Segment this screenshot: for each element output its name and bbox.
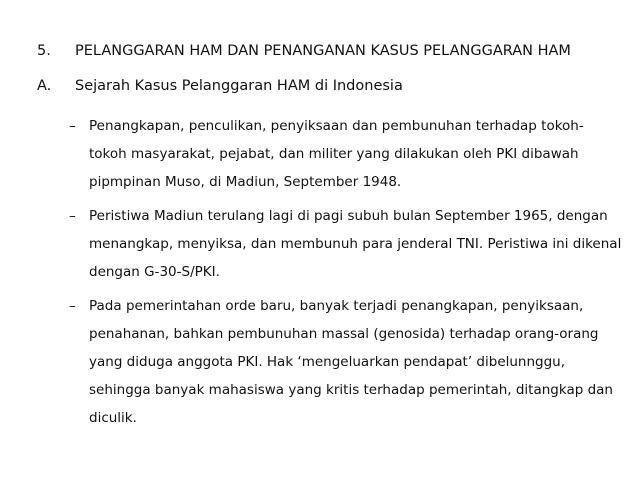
- subsection-title: Sejarah Kasus Pelanggaran HAM di Indonesia: [75, 78, 403, 94]
- subsection-letter: A.: [37, 78, 52, 94]
- bullet-text: Peristiwa Madiun terulang lagi di pagi subuh bulan September 1965, dengan menangkap, menyiksa, dan membunuh para jenderal TNI. Peristiwa ini dikenal dengan G-30-S/PKI.: [89, 208, 622, 280]
- bullet-dash: –: [69, 298, 76, 314]
- bullet-item: [69, 292, 629, 432]
- bullet-dash: –: [69, 118, 76, 134]
- bullet-text: Penangkapan, penculikan, penyiksaan dan pembunuhan terhadap tokoh- tokoh masyarakat, pejabat, dan militer yang dilakukan oleh PKI dibawah pipmpinan Muso, di Madiun, September 1948.: [89, 118, 584, 190]
- section-number: 5.: [37, 43, 51, 59]
- bullet-list: [69, 112, 629, 438]
- bullet-text: Pada pemerintahan orde baru, banyak terjadi penangkapan, penyiksaan, penahanan, bahkan pembunuhan massal (genosida) terhadap orang-orang yang diduga anggota PKI. Hak ‘mengeluarkan pendapat’ dibelunnggu, sehingga banyak mahasiswa yang kritis terhadap pemerintah, ditangkap dan diculik.: [89, 298, 613, 426]
- bullet-item: [69, 112, 629, 196]
- section-title: PELANGGARAN HAM DAN PENANGANAN KASUS PELANGGARAN HAM: [75, 43, 571, 59]
- bullet-item: [69, 202, 629, 286]
- bullet-dash: –: [69, 208, 76, 224]
